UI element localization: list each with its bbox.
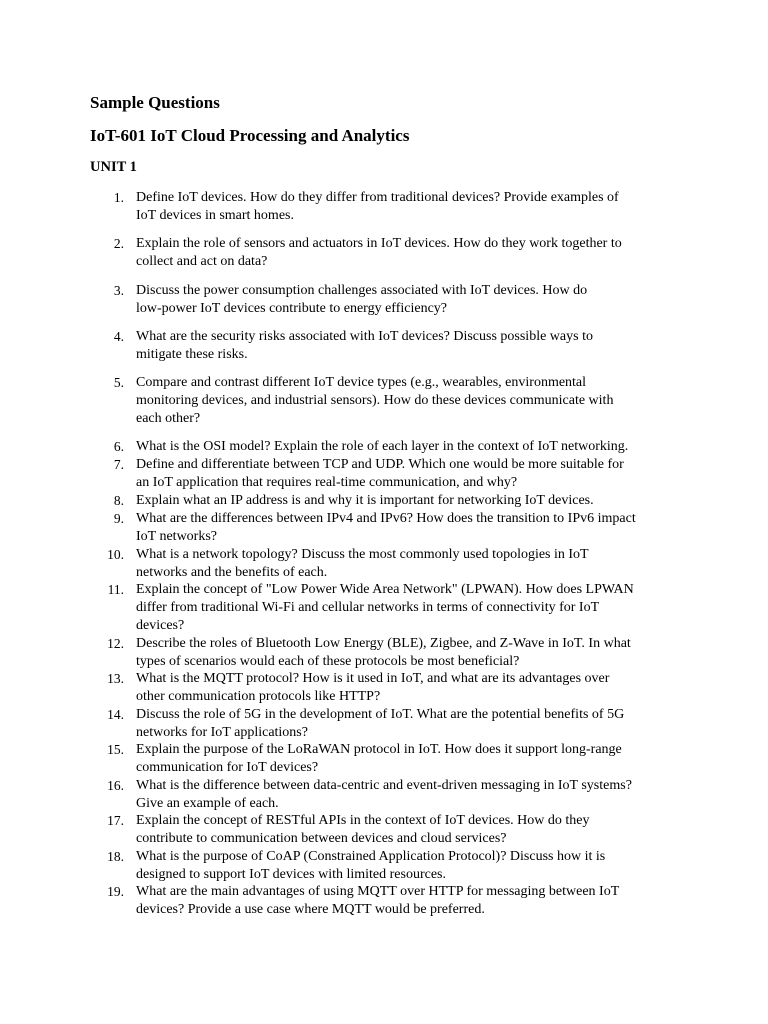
question-text-line: What is the OSI model? Explain the role of each layer in the context of IoT networking. (136, 439, 629, 454)
question-text-line: monitoring devices, and industrial sensors). How do these devices communicate with (136, 393, 614, 408)
question-text-line: Give an example of each. (136, 796, 279, 811)
question-text (136, 741, 676, 777)
question-text (136, 456, 676, 492)
question-number: 10. (107, 547, 124, 562)
question-text (136, 546, 676, 582)
question-number: 11. (107, 582, 124, 597)
question-text-line: contribute to communication between devices and cloud services? (136, 831, 507, 846)
question-text-line: What is a network topology? Discuss the most commonly used topologies in IoT (136, 547, 589, 562)
question-text (136, 883, 676, 919)
question-text-line: other communication protocols like HTTP? (136, 689, 381, 704)
question-text-line: devices? (136, 618, 185, 633)
question-number: 15. (107, 742, 124, 757)
question-text (136, 492, 676, 510)
question-text-line: mitigate these risks. (136, 347, 248, 362)
question-text-line: networks and the benefits of each. (136, 565, 328, 580)
question-number: 5. (113, 375, 124, 390)
question-number: 14. (107, 707, 124, 722)
question-text-line: Explain the concept of "Low Power Wide Area Network" (LPWAN). How does LPWAN (136, 582, 634, 597)
question-number: 7. (113, 457, 124, 472)
unit-heading: UNIT 1 (90, 159, 137, 175)
question-number: 17. (107, 813, 124, 828)
question-text (136, 670, 676, 706)
question-text-line: What are the security risks associated with IoT devices? Discuss possible ways to (136, 329, 593, 344)
question-text (136, 374, 676, 428)
question-text (136, 706, 676, 742)
question-text (136, 581, 676, 635)
question-text-line: Discuss the role of 5G in the development of IoT. What are the potential benefits of 5G (136, 707, 625, 722)
question-text-line: What is the difference between data-centric and event-driven messaging in IoT systems? (136, 778, 632, 793)
question-text-line: Describe the roles of Bluetooth Low Energy (BLE), Zigbee, and Z-Wave in IoT. In what (136, 636, 631, 651)
question-text-line: What are the main advantages of using MQTT over HTTP for messaging between IoT (136, 884, 620, 899)
question-text-line: IoT devices in smart homes. (136, 208, 294, 223)
question-number: 2. (113, 236, 124, 251)
question-text-line: Define IoT devices. How do they differ from traditional devices? Provide examples of (136, 190, 619, 205)
question-text-line: Explain the role of sensors and actuators in IoT devices. How do they work together to (136, 236, 622, 251)
question-text (136, 189, 676, 225)
question-number: 18. (107, 849, 124, 864)
question-text-line: What is the purpose of CoAP (Constrained Application Protocol)? Discuss how it is (136, 849, 606, 864)
question-text-line: Discuss the power consumption challenges associated with IoT devices. How do (136, 283, 588, 298)
question-text-line: Explain the purpose of the LoRaWAN protocol in IoT. How does it support long-range (136, 742, 622, 757)
question-text-line: an IoT application that requires real-time communication, and why? (136, 475, 518, 490)
question-number: 12. (107, 636, 124, 651)
question-text (136, 848, 676, 884)
question-text (136, 438, 676, 456)
question-text (136, 635, 676, 671)
question-number: 8. (113, 493, 124, 508)
question-text (136, 510, 676, 546)
question-text-line: communication for IoT devices? (136, 760, 319, 775)
question-text (136, 235, 676, 271)
question-number: 9. (113, 511, 124, 526)
question-text (136, 282, 676, 318)
question-text (136, 777, 676, 813)
question-text-line: designed to support IoT devices with limited resources. (136, 867, 447, 882)
question-text-line: differ from traditional Wi-Fi and cellular networks in terms of connectivity for IoT (136, 600, 600, 615)
question-text-line: networks for IoT applications? (136, 725, 308, 740)
question-number: 3. (113, 283, 124, 298)
question-number: 19. (107, 884, 124, 899)
question-text-line: collect and act on data? (136, 254, 268, 269)
question-text-line: Explain what an IP address is and why it is important for networking IoT devices. (136, 493, 594, 508)
question-text-line: Compare and contrast different IoT device types (e.g., wearables, environmental (136, 375, 587, 390)
question-text-line: low-power IoT devices contribute to energy efficiency? (136, 301, 447, 316)
question-text-line: IoT networks? (136, 529, 217, 544)
question-text-line: What are the differences between IPv4 and IPv6? How does the transition to IPv6 impact (136, 511, 636, 526)
question-text-line: devices? Provide a use case where MQTT would be preferred. (136, 902, 485, 917)
question-number: 1. (113, 190, 124, 205)
question-text (136, 812, 676, 848)
question-text-line: Define and differentiate between TCP and UDP. Which one would be more suitable for (136, 457, 624, 472)
question-text-line: types of scenarios would each of these protocols be most beneficial? (136, 654, 520, 669)
question-number: 4. (113, 329, 124, 344)
question-text-line: What is the MQTT protocol? How is it used in IoT, and what are its advantages over (136, 671, 610, 686)
question-text (136, 328, 676, 364)
question-number: 16. (107, 778, 124, 793)
course-title: IoT-601 IoT Cloud Processing and Analytics (90, 126, 410, 145)
question-text-line: Explain the concept of RESTful APIs in the context of IoT devices. How do they (136, 813, 590, 828)
question-number: 13. (107, 671, 124, 686)
document-title: Sample Questions (90, 93, 220, 112)
question-text-line: each other? (136, 411, 201, 426)
question-number: 6. (113, 439, 124, 454)
